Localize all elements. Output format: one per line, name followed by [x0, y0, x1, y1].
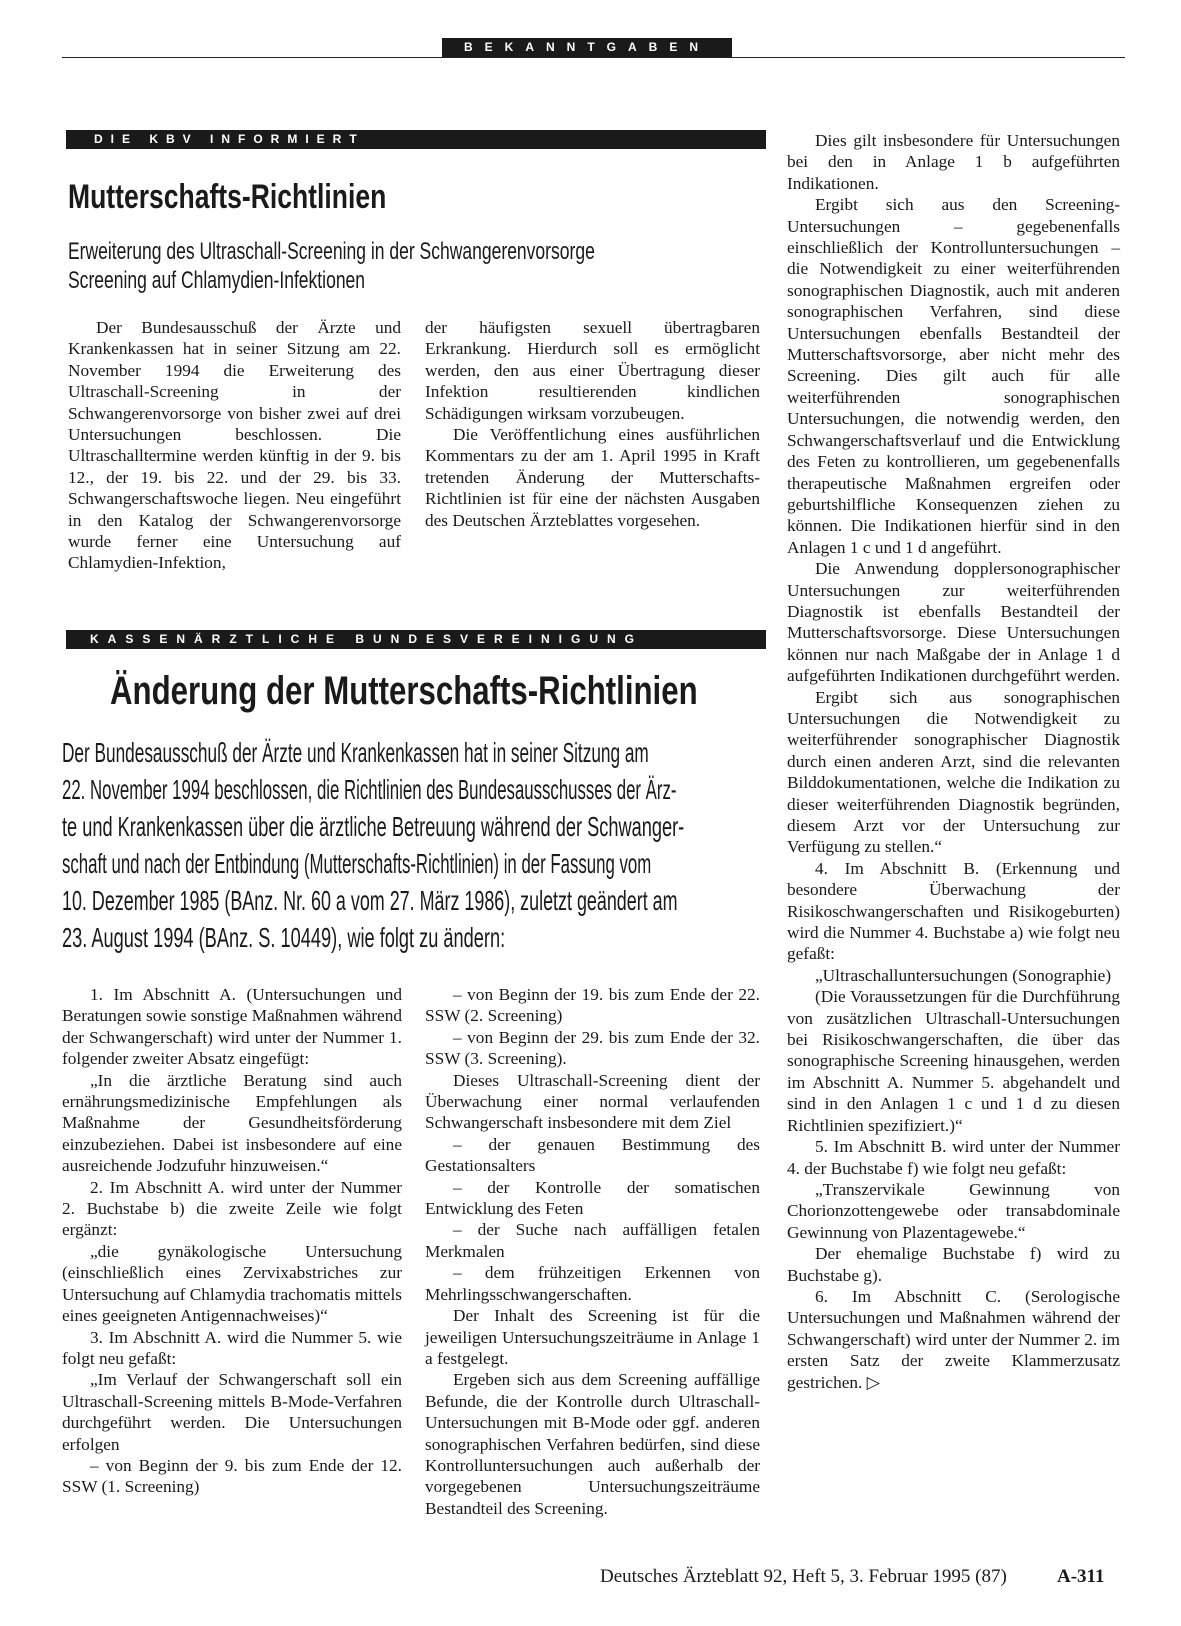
body-paragraph: „In die ärztliche Beratung sind auch ernährungsmedizinische Empfehlungen als Maßnahme der Gesundheitsförderung einzubeziehen. Dabei ist insbesondere auf eine ausreichende Jodzufuhr hinzuweisen.“: [62, 1070, 402, 1176]
article1-column-1: [68, 317, 401, 574]
page-number: A-311: [1057, 1566, 1105, 1587]
body-paragraph: – von Beginn der 19. bis zum Ende der 22. SSW (2. Screening): [425, 985, 760, 1026]
body-paragraph: „die gynäkologische Untersuchung (einschließlich eines Zervixabstriches zur Untersuchung auf Chlamydia trachomatis mittels eines geeigneten Antigennachweises)“: [62, 1241, 402, 1326]
article1-paragraph: Die Veröffentlichung eines ausführlichen Kommentars zu der am 1. April 1995 in Kraft tretenden Änderung der Mutterschafts-Richtlinien ist für eine der nächsten Ausgaben des Deutschen Ärzteblattes vorgesehen.: [425, 425, 760, 530]
section-label: BEKANNTGABEN: [442, 38, 732, 57]
body-paragraph: – der Kontrolle der somatischen Entwicklung des Feten: [425, 1177, 760, 1219]
body-paragraph: Der ehemalige Buchstabe f) wird zu Buchstabe g).: [787, 1244, 1120, 1285]
lead-line: Der Bundesausschuß der Ärzte und Krankenkassen hat in seiner Sitzung am: [62, 737, 649, 768]
article1-column-2: [425, 317, 760, 531]
footer-citation: Deutsches Ärzteblatt 92, Heft 5, 3. Februar 1995 (87): [600, 1566, 1007, 1587]
body-paragraph: „Transzervikale Gewinnung von Chorionzottengewebe oder transabdominale Gewinnung von Plazentagewebe.“: [787, 1179, 1120, 1242]
body-paragraph: – der Suche nach auffälligen fetalen Merkmalen: [425, 1220, 760, 1261]
body-paragraph: „Ultraschalluntersuchungen (Sonographie): [815, 965, 1112, 985]
article2-band: KASSENÄRZTLICHE BUNDESVEREINIGUNG: [66, 630, 766, 649]
body-paragraph: Dieses Ultraschall-Screening dient der Überwachung einer normal verlaufenden Schwangerschaft insbesondere mit dem Ziel: [425, 1070, 760, 1133]
article1-subtitle-2: Screening auf Chlamydien-Infektionen: [68, 267, 366, 294]
body-paragraph: Ergeben sich aus dem Screening auffällige Befunde, die der Kontrolle durch Ultraschall-Untersuchungen mit B-Mode oder ggf. anderen sonographischen Verfahren bedürfen, sind diese Kontrolluntersuchungen auch außerhalb der vorgegebenen Untersuchungszeiträume Bestandteil des Screening.: [425, 1370, 760, 1518]
body-paragraph: 6. Im Abschnitt C. (Serologische Untersuchungen und Maßnahmen während der Schwangerschaft) wird unter der Nummer 2. im ersten Satz der zweite Klammerzusatz gestrichen. ▷: [787, 1286, 1120, 1392]
article1-paragraph: Der Bundesausschuß der Ärzte und Krankenkassen hat in seiner Sitzung am 22. November 1994 die Erweiterung des Ultraschall-Screening in der Schwangerenvorsorge von bisher zwei auf drei Untersuchungen beschlossen. Die Ultraschalltermine werden künftig in der 9. bis 12., der 19. bis 22. und der 29. bis 33. Schwangerschaftswoche liegen. Neu eingeführt in den Katalog der Schwangerenvorsorge wurde ferner eine Untersuchung auf Chlamydien-Infektion,: [68, 318, 401, 573]
body-paragraph: – der genauen Bestimmung des Gestationsalters: [425, 1134, 760, 1176]
article1-title: Mutterschafts-Richtlinien: [68, 178, 387, 216]
lead-line: 10. Dezember 1985 (BAnz. Nr. 60 a vom 27. März 1986), zuletzt geändert am: [62, 885, 678, 916]
article2-column-2: [425, 984, 760, 1519]
body-paragraph: „Im Verlauf der Schwangerschaft soll ein Ultraschall-Screening mittels B-Mode-Verfahren durchgeführt werden. Die Untersuchungen erfolgen: [62, 1370, 402, 1454]
body-paragraph: 2. Im Abschnitt A. wird unter der Nummer 2. Buchstabe b) die zweite Zeile wie folgt ergänzt:: [62, 1177, 402, 1240]
body-paragraph: – dem frühzeitigen Erkennen von Mehrlingsschwangerschaften.: [425, 1263, 760, 1304]
body-paragraph: (Die Voraussetzungen für die Durchführung von zusätzlichen Ultraschall-Untersuchungen bei Risikoschwangerschaften, die über das sonographische Screening hinausgehen, werden im Abschnitt A. Nummer 5. abgehandelt und sind in den Anlagen 1 c und 1 d zu diesen Richtlinien spezifiziert.)“: [787, 987, 1120, 1135]
body-paragraph: Der Inhalt des Screening ist für die jeweiligen Untersuchungszeiträume in Anlage 1 a festgelegt.: [425, 1306, 760, 1368]
body-paragraph: Ergibt sich aus sonographischen Untersuchungen die Notwendigkeit zu weiterführender sonographischer Diagnostik durch einen anderen Arzt, sind die relevanten Bilddokumentationen, welche die Indikation zu dieser weiterführenden Diagnostik begründen, diesem Arzt vor der Untersuchung zur Verfügung zu stellen.“: [787, 687, 1120, 857]
right-column: [787, 130, 1120, 1393]
lead-line: 22. November 1994 beschlossen, die Richtlinien des Bundesausschusses der Ärz-: [62, 774, 677, 805]
body-paragraph: Die Anwendung dopplersonographischer Untersuchungen zur weiterführenden Diagnostik ist ebenfalls Bestandteil der Mutterschaftsvorsorge. Diese Untersuchungen können nur nach Maßgabe der in Anlage 1 d aufgeführten Indikationen durchgeführt werden.: [787, 559, 1121, 686]
header-rule: [62, 57, 1125, 58]
body-paragraph: 4. Im Abschnitt B. (Erkennung und besondere Überwachung der Risikoschwangerschaften und Risikogeburten) wird die Nummer 4. Buchstabe a) wie folgt neu gefaßt:: [787, 858, 1120, 964]
lead-line: schaft und nach der Entbindung (Mutterschafts-Richtlinien) in der Fassung vom: [62, 848, 652, 879]
body-paragraph: 3. Im Abschnitt A. wird die Nummer 5. wie folgt neu gefaßt:: [62, 1327, 402, 1368]
lead-line: te und Krankenkassen über die ärztliche Betreuung während der Schwanger-: [62, 811, 685, 842]
body-paragraph: – von Beginn der 29. bis zum Ende der 32. SSW (3. Screening).: [425, 1027, 760, 1069]
body-paragraph: – von Beginn der 9. bis zum Ende der 12. SSW (1. Screening): [62, 1455, 402, 1497]
body-paragraph: Ergibt sich aus den Screening-Untersuchungen – gegebenenfalls einschließlich der Kontrolluntersuchungen – die Notwendigkeit zu einer weiterführenden sonographischen Diagnostik, auch mit anderen sonographischen Verfahren, sind diese Untersuchungen ebenfalls Bestandteil der Mutterschaftsvorsorge, aber nicht mehr des Screening. Dies gilt auch für alle weiterführenden sonographischen Untersuchungen, die notwendig werden, den Schwangerschaftsverlauf und die Entwicklung des Feten zu kontrollieren, um gegebenenfalls therapeutische Maßnahmen ergreifen oder geburtshilfliche Konsequenzen ziehen zu können. Die Indikationen hierfür sind in den Anlagen 1 c und 1 d angeführt.: [787, 195, 1120, 557]
body-paragraph: Dies gilt insbesondere für Untersuchungen bei den in Anlage 1 b aufgeführten Indikationen.: [787, 131, 1120, 193]
article1-subtitle-1: Erweiterung des Ultraschall-Screening in der Schwangerenvorsorge: [68, 238, 595, 265]
article1-paragraph: der häufigsten sexuell übertragbaren Erkrankung. Hierdurch soll es ermöglicht werden, den aus einer Übertragung dieser Infektion resultierenden kindlichen Schädigungen wirksam vorzubeugen.: [425, 318, 760, 423]
article2-column-1: [62, 984, 402, 1498]
lead-line: 23. August 1994 (BAnz. S. 10449), wie folgt zu ändern:: [62, 922, 506, 953]
body-paragraph: 1. Im Abschnitt A. (Untersuchungen und Beratungen sowie sonstige Maßnahmen während der Schwangerschaft) wird unter der Nummer 1. folgender zweiter Absatz eingefügt:: [62, 985, 402, 1069]
article2-title: Änderung der Mutterschafts-Richtlinien: [110, 669, 698, 713]
body-paragraph: 5. Im Abschnitt B. wird unter der Nummer 4. der Buchstabe f) wie folgt neu gefaßt:: [787, 1137, 1120, 1178]
article1-band: DIE KBV INFORMIERT: [66, 130, 766, 149]
